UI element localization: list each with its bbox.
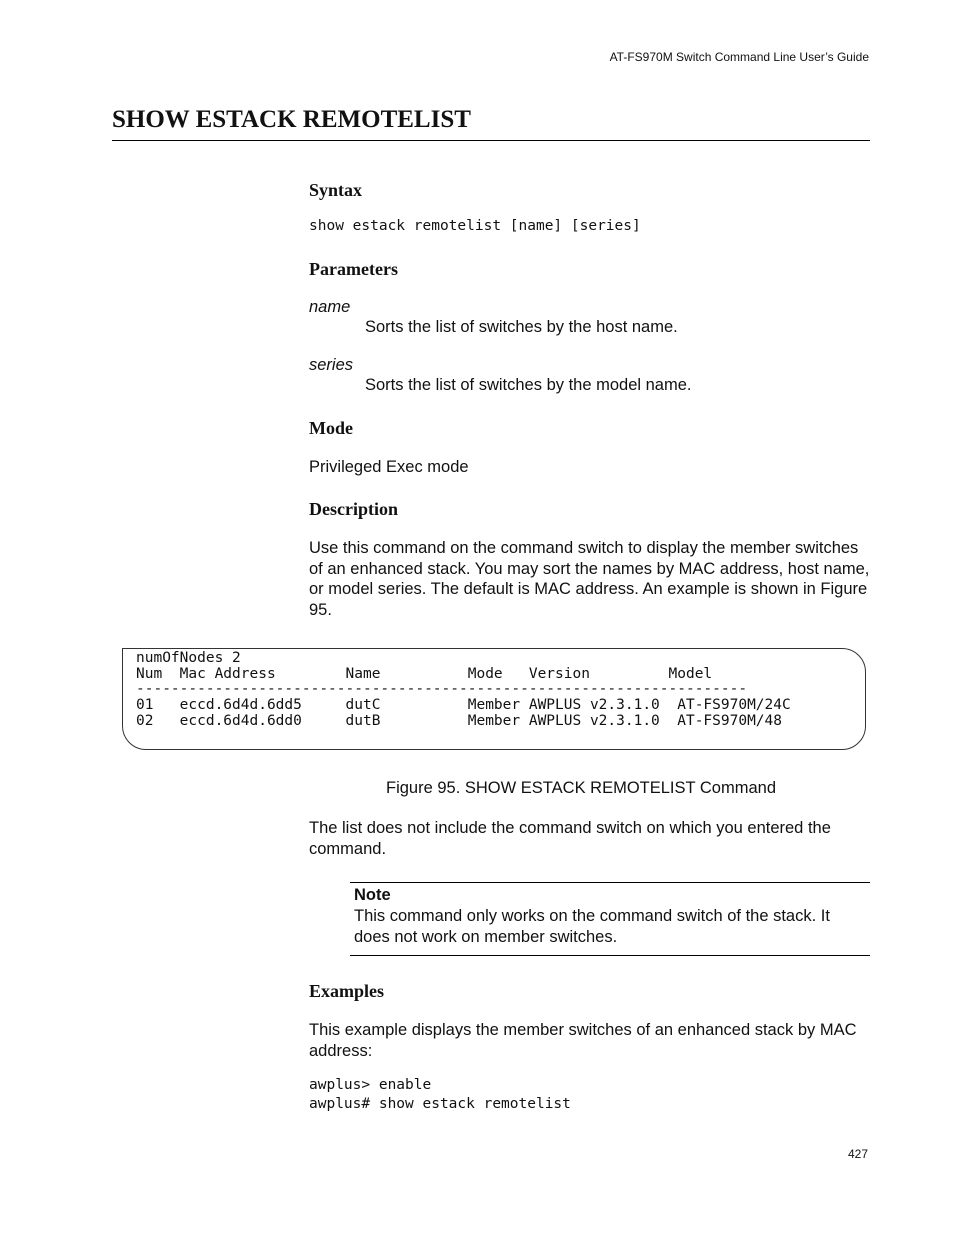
examples-heading: Examples [309, 981, 385, 1001]
note-bottom-rule [350, 955, 870, 956]
figure-line: 02 eccd.6d4d.6dd0 dutB Member AWPLUS v2.3.1.0 AT-FS970M/48 [136, 713, 783, 729]
figure-line: Num Mac Address Name Mode Version Model [136, 666, 713, 682]
param-desc-series: Sorts the list of switches by the model name. [365, 376, 692, 394]
example-command: awplus> enable [309, 1077, 432, 1093]
mode-text: Privileged Exec mode [309, 458, 469, 476]
param-name-name: name [309, 298, 351, 316]
note-text: This command only works on the command switch of the stack. It does not work on member switches. [354, 907, 830, 946]
figure-line: ---------------------------------------------------------------------- [136, 681, 748, 697]
running-header: AT-FS970M Switch Command Line User’s Guide [609, 50, 869, 64]
description-heading: Description [309, 499, 398, 519]
description-text: Use this command on the command switch to display the member switches of an enhanced stack. You may sort the names by MAC address, host name, or model series. The default is MAC address. An example is shown in Figure 95. [309, 539, 870, 619]
examples-text: This example displays the member switches of an enhanced stack by MAC address: [309, 1021, 857, 1060]
page-number: 427 [847, 1147, 868, 1161]
figure-line: 01 eccd.6d4d.6dd5 dutC Member AWPLUS v2.3.1.0 AT-FS970M/24C [136, 697, 791, 713]
title-rule [112, 140, 870, 141]
note-heading: Note [354, 886, 391, 904]
parameters-heading: Parameters [309, 259, 398, 279]
mode-heading: Mode [309, 418, 353, 438]
figure-line: numOfNodes 2 [136, 650, 241, 666]
syntax-command: show estack remotelist [name] [series] [309, 218, 641, 234]
figure-caption: Figure 95. SHOW ESTACK REMOTELIST Command [386, 779, 776, 797]
syntax-heading: Syntax [309, 180, 363, 200]
after-figure-text: The list does not include the command switch on which you entered the command. [309, 819, 831, 858]
param-name-series: series [309, 356, 354, 374]
page-title: SHOW ESTACK REMOTELIST [112, 106, 471, 133]
example-command: awplus# show estack remotelist [309, 1096, 571, 1112]
note-top-rule [350, 882, 870, 883]
param-desc-name: Sorts the list of switches by the host name. [365, 318, 678, 336]
